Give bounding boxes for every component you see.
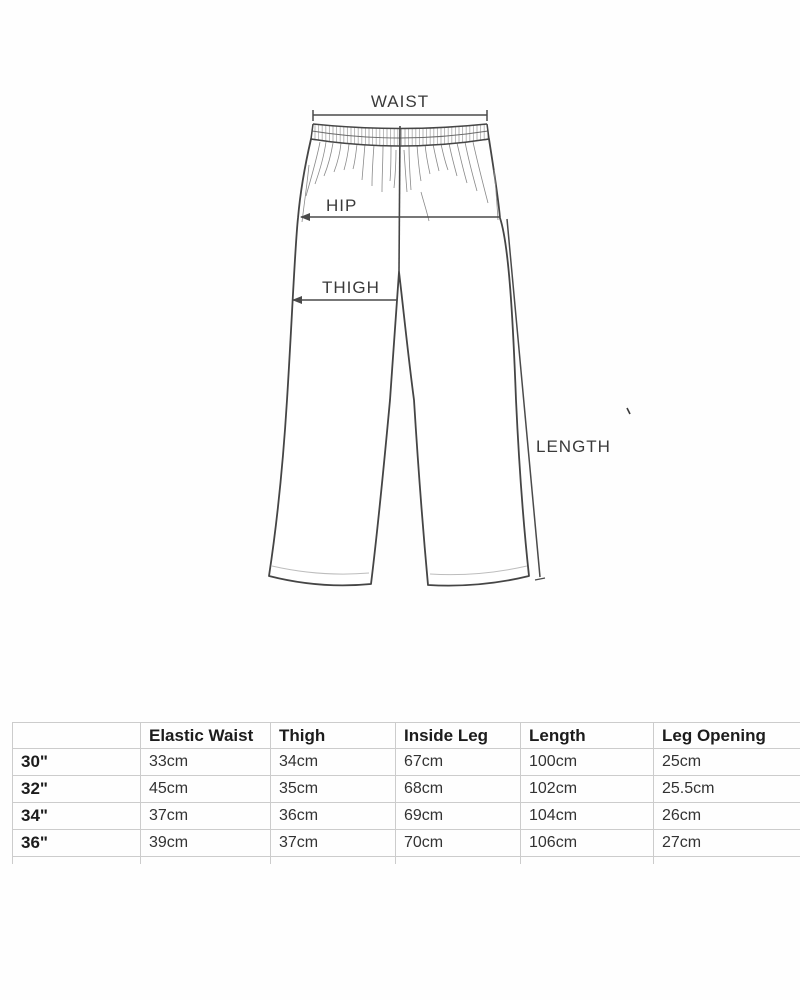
elastic-waist-cell: 45cm [141,776,271,803]
leg-opening-cell: 25cm [654,749,800,776]
leg-opening-cell: 27cm [654,830,800,857]
inside-leg-cell: 70cm [396,830,521,857]
center-seam [399,126,400,272]
header-row [13,723,800,749]
leg-opening-cell: 26cm [654,803,800,830]
inside-leg-cell: 69cm [396,803,521,830]
table-stub-row [13,857,800,865]
leg-opening-cell: 25.5cm [654,776,800,803]
thigh-label: THIGH [322,278,380,297]
waist-label: WAIST [370,92,430,111]
elastic-waist-cell: 39cm [141,830,271,857]
inside-leg-cell: 67cm [396,749,521,776]
stub-cell [141,857,271,865]
stub-cell [13,857,141,865]
stub-cell [654,857,800,865]
elastic-waist-cell: 33cm [141,749,271,776]
length-cell: 102cm [521,776,654,803]
header-length: Length [521,723,654,749]
size-cell: 36" [13,830,141,857]
stray-mark [627,408,630,414]
size-cell: 32" [13,776,141,803]
stub-cell [396,857,521,865]
length-label: LENGTH [536,437,611,456]
elastic-waist-cell: 37cm [141,803,271,830]
thigh-cell: 34cm [271,749,396,776]
header-size [13,723,141,749]
waist-measure [313,110,487,121]
stub-cell [271,857,396,865]
header-elastic-waist: Elastic Waist [141,723,271,749]
thigh-cell: 37cm [271,830,396,857]
table-row-32 [13,776,800,803]
stub-cell [521,857,654,865]
header-inside-leg: Inside Leg [396,723,521,749]
thigh-cell: 35cm [271,776,396,803]
table-row-30 [13,749,800,776]
table-row-34 [13,803,800,830]
size-chart [12,722,800,864]
hip-label: HIP [326,196,358,215]
size-cell: 30" [13,749,141,776]
length-cell: 104cm [521,803,654,830]
table-row-36 [13,830,800,857]
size-cell: 34" [13,803,141,830]
inside-leg-cell: 68cm [396,776,521,803]
length-cell: 106cm [521,830,654,857]
size-chart-table [12,722,800,864]
thigh-cell: 36cm [271,803,396,830]
header-thigh: Thigh [271,723,396,749]
length-cell: 100cm [521,749,654,776]
header-leg-opening: Leg Opening [654,723,800,749]
